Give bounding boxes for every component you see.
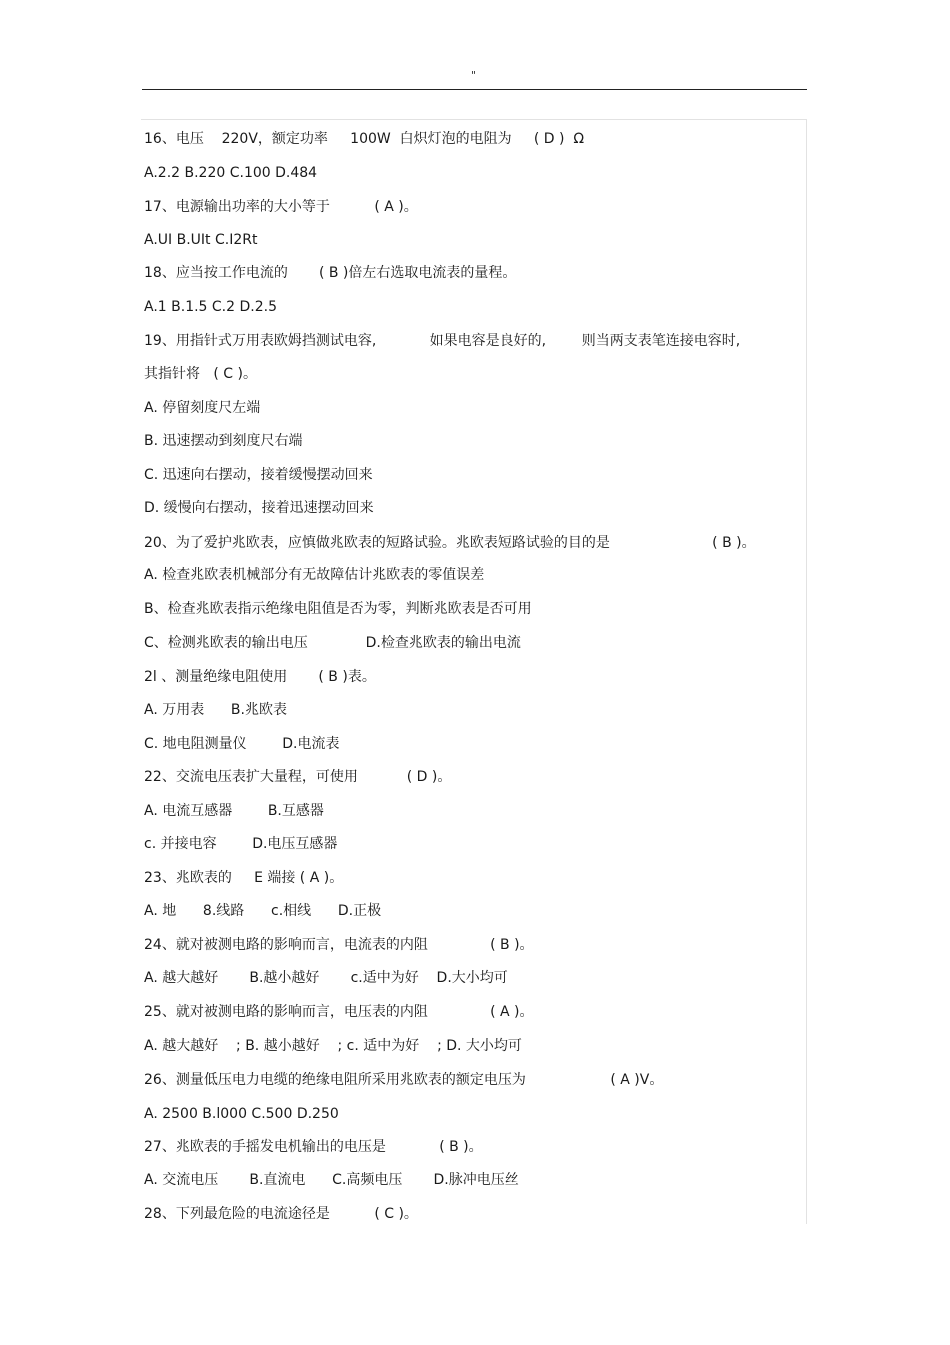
- options-23: A. 地 8.线路 c.相线 D.正极: [144, 903, 382, 919]
- option-19-d: D. 缓慢向右摆动，接着迅速摆动回来: [144, 500, 374, 516]
- header-rule: [142, 89, 807, 90]
- question-28: 28、下列最危险的电流途径是 ( C )。: [144, 1206, 418, 1222]
- header-mark: ": [471, 69, 477, 82]
- question-26: 26、测量低压电力电缆的绝缘电阻所采用兆欧表的额定电压为 ( A )V。: [144, 1072, 664, 1088]
- question-24: 24、就对被测电路的影响而言，电流表的内阻 ( B )。: [144, 937, 534, 953]
- options-16: A.2.2 B.220 C.100 D.484: [144, 165, 318, 181]
- question-27: 27、兆欧表的手摇发电机输出的电压是 ( B )。: [144, 1139, 483, 1155]
- options-17: A.UI B.UIt C.I2Rt: [144, 232, 258, 248]
- question-19: 19、用指针式万用表欧姆挡测试电容, 如果电容是良好的, 则当两支表笔连接电容时,: [144, 333, 741, 349]
- options-25: A. 越大越好 ; B. 越小越好 ; c. 适中为好 ; D. 大小均可: [144, 1038, 522, 1054]
- question-23: 23、兆欧表的 E 端接 ( A )。: [144, 870, 344, 886]
- question-17: 17、电源输出功率的大小等于 ( A )。: [144, 199, 418, 215]
- question-19-cont: 其指针将 ( C )。: [144, 366, 257, 382]
- question-22: 22、交流电压表扩大量程，可使用 ( D )。: [144, 769, 452, 785]
- option-19-a: A. 停留刻度尺左端: [144, 400, 261, 416]
- question-21: 2l 、测量绝缘电阻使用 ( B )表。: [144, 669, 376, 685]
- options-27: A. 交流电压 B.直流电 C.高频电压 D.脉冲电压丝: [144, 1172, 519, 1188]
- options-26: A. 2500 B.l000 C.500 D.250: [144, 1106, 339, 1122]
- option-19-c: C. 迅速向右摆动，接着缓慢摆动回来: [144, 467, 373, 483]
- question-25: 25、就对被测电路的影响而言，电压表的内阻 ( A )。: [144, 1004, 534, 1020]
- option-21-cd: C. 地电阻测量仪 D.电流表: [144, 736, 340, 752]
- option-20-a: A. 检查兆欧表机械部分有无故障估计兆欧表的零值误差: [144, 567, 485, 583]
- option-20-cd: C、检测兆欧表的输出电压 D.检查兆欧表的输出电流: [144, 635, 521, 651]
- options-18: A.1 B.1.5 C.2 D.2.5: [144, 299, 277, 315]
- option-19-b: B. 迅速摆动到刻度尺右端: [144, 433, 303, 449]
- option-22-ab: A. 电流互感器 B.互感器: [144, 803, 324, 819]
- option-21-ab: A. 万用表 B.兆欧表: [144, 702, 287, 718]
- question-20: 20、为了爱护兆欧表，应慎做兆欧表的短路试验。兆欧表短路试验的目的是 ( B )。: [144, 535, 756, 551]
- option-22-cd: c. 并接电容 D.电压互感器: [144, 836, 338, 852]
- question-16: 16、电压 220V，额定功率 100W 白炽灯泡的电阻为 ( D ) Ω: [144, 131, 585, 147]
- options-24: A. 越大越好 B.越小越好 c.适中为好 D.大小均可: [144, 970, 508, 986]
- question-18: 18、应当按工作电流的 ( B )倍左右选取电流表的量程。: [144, 265, 517, 281]
- option-20-b: B、检查兆欧表指示绝缘电阻值是否为零，判断兆欧表是否可用: [144, 601, 532, 617]
